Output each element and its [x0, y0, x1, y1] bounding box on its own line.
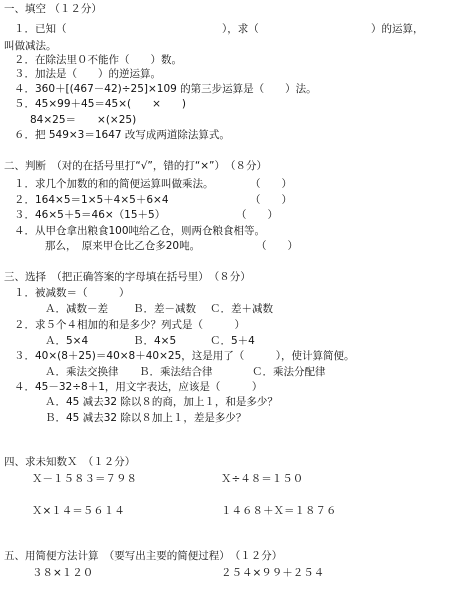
s3-question-4: ４．45－32÷8＋1，用文字表达，应该是（ ）: [14, 381, 263, 393]
section-5-title: 五、用简便方法计算 （要写出主要的简便过程） （１２分）: [4, 550, 283, 562]
s3-q3-option-b: Ｂ．乘法结合律: [139, 366, 213, 378]
s1-question-6: ６．把 549×3＝1647 改写成两道除法算式。: [14, 129, 230, 141]
s1-question-5: ５．45×99＋45＝45×( × ): [14, 98, 187, 110]
s1-q1-part-c: ）的运算，: [371, 23, 424, 35]
s3-question-1: １．被减数＝（ ）: [14, 287, 130, 299]
s2-question-3: ３．46×5＋5＝46×（15＋5）: [14, 209, 166, 221]
s2-question-4: ４．从甲仓拿出粮食100吨给乙仓，则两仓粮食相等。: [14, 225, 266, 237]
s3-q3-option-a: Ａ．乘法交换律: [45, 366, 119, 378]
s2-q4-answer-paren: （ ）: [256, 240, 298, 252]
s2-question-4b: 那么， 原来甲仓比乙仓多20吨。: [45, 240, 201, 252]
s1-q1-part-d: 叫做减法。: [4, 40, 57, 52]
s3-q2-option-b: Ｂ．4×5: [133, 335, 177, 347]
s2-q3-answer-paren: （ ）: [236, 209, 278, 221]
s1-q1-part-a: １．已知（: [14, 23, 67, 35]
s1-question-2: ２．在除法里０不能作（ ）数。: [14, 54, 182, 66]
s2-question-1: １．求几个加数的和的简便运算叫做乘法。: [14, 178, 214, 190]
s3-q4-option-b: Ｂ．45 减去32 除以８加上１，差是多少？: [45, 412, 247, 424]
s5-expression-1: ３８×１２０: [32, 567, 94, 579]
s5-expression-2: ２５４×９９＋２５４: [221, 567, 325, 579]
s3-question-3: ３．40×(8＋25)＝40×8＋40×25，这是用了（ ），使计算简便。: [14, 350, 355, 362]
s1-q1-part-b: ），求（: [222, 23, 259, 35]
section-2-title: 二、判断 （对的在括号里打“√”，错的打“×”） （８分）: [4, 160, 267, 172]
s1-question-5b: 84×25＝ ×(×25): [30, 114, 137, 126]
s1-question-3: ３．加法是（ ）的逆运算。: [14, 68, 161, 80]
s3-q1-option-b: Ｂ．差－减数: [133, 303, 196, 315]
s3-q1-option-c: Ｃ．差＋减数: [210, 303, 273, 315]
s3-question-2: ２．求５个４相加的和是多少？列式是（ ）: [14, 319, 245, 331]
s3-q1-option-a: Ａ．减数－差: [45, 303, 108, 315]
s4-equation-1: Ｘ－１５８３＝７９８: [32, 473, 137, 485]
section-3-title: 三、选择 （把正确答案的字母填在括号里） （８分）: [4, 271, 251, 283]
section-4-title: 四、求未知数Ｘ （１２分）: [4, 456, 136, 468]
s3-q3-option-c: Ｃ．乘法分配律: [252, 366, 326, 378]
s3-q2-option-a: Ａ．5×4: [45, 335, 89, 347]
s4-equation-4: １４６８＋Ｘ＝１８７６: [221, 505, 337, 517]
s4-equation-3: Ｘ×１４＝５６１４: [32, 505, 125, 517]
s3-q2-option-c: Ｃ．5＋4: [210, 335, 255, 347]
s4-equation-2: Ｘ÷４８＝１５０: [221, 473, 304, 485]
s3-q4-option-a: Ａ．45 减去32 除以８的商，加上１，和是多少？: [45, 396, 278, 408]
s2-q1-answer-paren: （ ）: [250, 178, 292, 190]
section-1-title: 一、填空 （１２分）: [4, 3, 102, 15]
s2-question-2: ２．164×5＝1×5＋4×5＋6×4: [14, 194, 169, 206]
s2-q2-answer-paren: （ ）: [250, 194, 292, 206]
s1-question-4: ４．360＋[(467－42)÷25]×109 的第三步运算是（ ）法。: [14, 83, 317, 95]
